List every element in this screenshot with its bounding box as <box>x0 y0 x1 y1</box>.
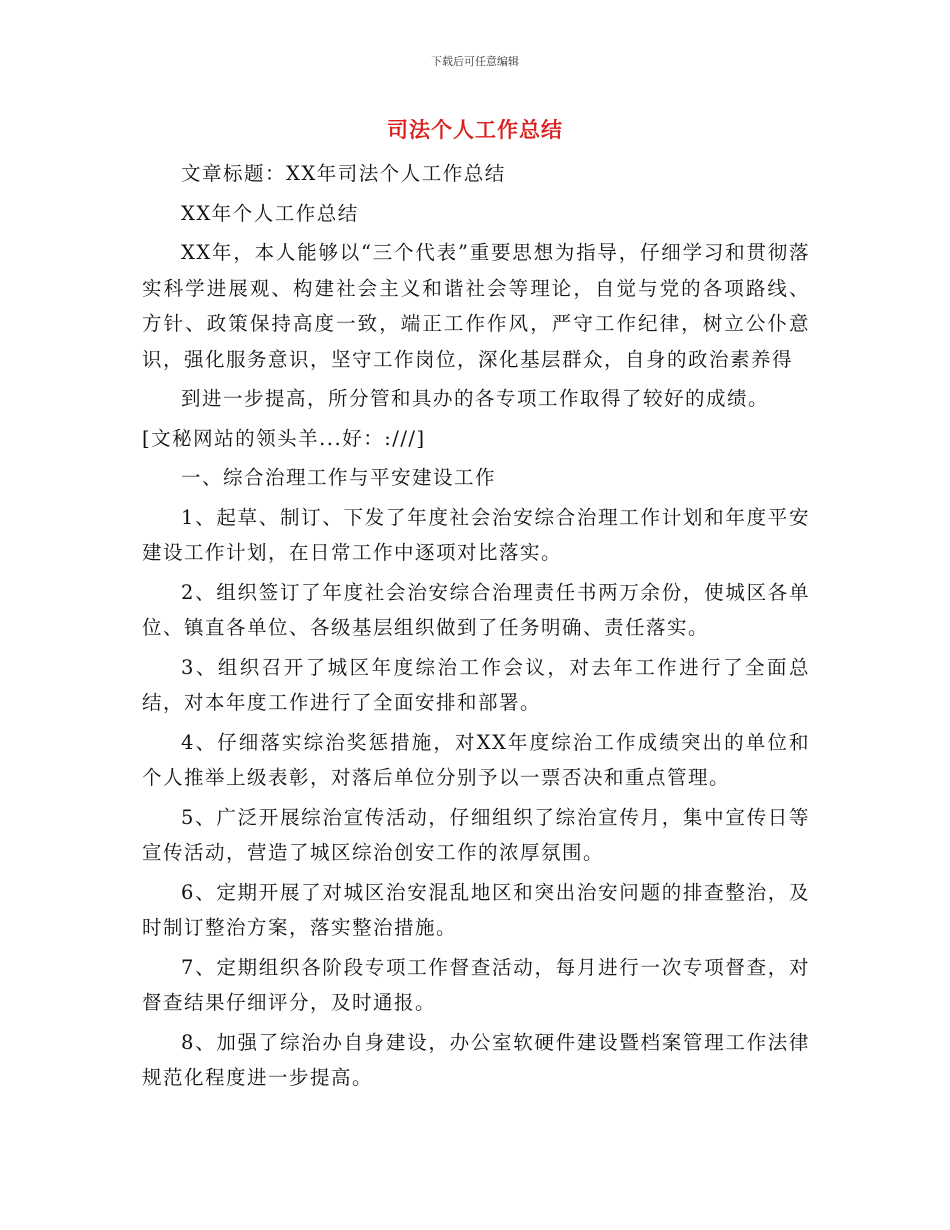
list-item: 3、组织召开了城区年度综治工作会议，对去年工作进行了全面总结，对本年度工作进行了全面安排和部署。 <box>142 655 810 714</box>
paragraph-article-title: 文章标题：XX年司法个人工作总结 <box>181 162 506 185</box>
list-item: 5、广泛开展综治宣传活动，仔细组织了综治宣传月，集中宣传日等宣传活动，营造了城区综治创安工作的浓厚氛围。 <box>142 805 810 864</box>
paragraph-intro: XX年，本人能够以“三个代表”重要思想为指导，仔细学习和贯彻落实科学进展观、构建社会主义和谐社会等理论，自觉与党的各项路线、方针、政策保持高度一致，端正工作作风，严守工作纪律，树立公仆意识，强化服务意识，坚守工作岗位，深化基层群众，自身的政治素养得 <box>142 241 810 371</box>
list-item: 7、定期组织各阶段专项工作督查活动，每月进行一次专项督查，对督查结果仔细评分，及时通报。 <box>142 955 810 1014</box>
section-heading: 一、综合治理工作与平安建设工作 <box>181 466 497 489</box>
document-body <box>142 156 810 1100</box>
paragraph-intro-continued: 到进一步提高，所分管和具办的各专项工作取得了较好的成绩。 <box>181 387 770 410</box>
list-item: 8、加强了综治办自身建设，办公室软硬件建设暨档案管理工作法律规范化程度进一步提高。 <box>142 1030 810 1089</box>
list-item: 2、组织签订了年度社会治安综合治理责任书两万余份，使城区各单位、镇直各单位、各级基层组织做到了任务明确、责任落实。 <box>142 580 810 639</box>
header-note: 下载后可任意编辑 <box>431 55 519 68</box>
list-item: 1、起草、制订、下发了年度社会治安综合治理工作计划和年度平安建设工作计划，在日常工作中逐项对比落实。 <box>142 505 810 564</box>
document-title: 司法个人工作总结 <box>387 118 563 142</box>
list-item: 6、定期开展了对城区治安混乱地区和突出治安问题的排查整治，及时制订整治方案，落实整治措施。 <box>142 880 810 939</box>
paragraph-source-note: [文秘网站的领头羊...好：:///] <box>142 426 426 450</box>
paragraph-subtitle: XX年个人工作总结 <box>181 201 359 225</box>
list-item: 4、仔细落实综治奖惩措施，对XX年度综治工作成绩突出的单位和个人推举上级表彰，对落后单位分别予以一票否决和重点管理。 <box>142 730 810 789</box>
